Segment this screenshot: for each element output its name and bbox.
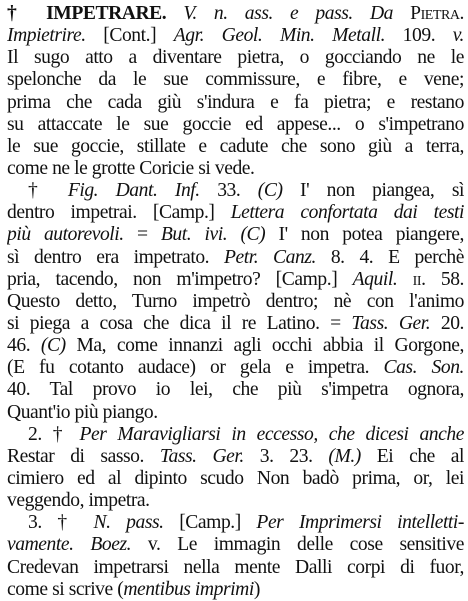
- citation-text: Per Imprimersi intelletti-: [256, 512, 464, 534]
- entry-line: [7, 490, 464, 512]
- entry-text: sì dentro era impetrato.: [7, 246, 224, 268]
- citation-text: N. pass.: [93, 512, 164, 534]
- entry-text: su attaccate le sue goccie ed appese... o s'impetrano: [7, 113, 464, 135]
- citation-text: V. n. ass. e pass. Da: [183, 3, 411, 24]
- entry-text: Ei che al: [360, 445, 464, 467]
- entry-line: [7, 92, 464, 114]
- entry-line: [7, 579, 464, 601]
- citation-text: Impietrire.: [7, 25, 86, 47]
- entry-text: 33.: [199, 180, 258, 202]
- entry-text: si piega a cosa che dica il re Latino. =: [7, 312, 352, 334]
- entry-text: 3. 23.: [243, 445, 329, 467]
- entry-text: 20.: [430, 312, 464, 334]
- entry-text: prima che cada giù s'indura e fa pietra; e restano: [7, 91, 464, 113]
- entry-line: [7, 446, 464, 468]
- citation-text: (C): [40, 335, 66, 357]
- entry-text: Questo detto, Turno impetrò dentro; nè con l'animo: [7, 290, 464, 312]
- entry-text: Pietra: [410, 3, 460, 24]
- entry-text: Il sugo atto a diventare pietra, o gocciando ne le: [7, 47, 464, 69]
- entry-line: [7, 202, 464, 224]
- entry-text: Credevan impetrarsi nella mente Dalli corpi di fuor,: [7, 556, 464, 578]
- entry-text: [Camp.]: [163, 512, 257, 534]
- entry-line: [7, 313, 464, 335]
- citation-text: (C): [240, 224, 266, 246]
- entry-text: .: [459, 3, 464, 24]
- entry-text: [397, 269, 412, 290]
- entry-line: [7, 402, 464, 424]
- entry-text: ii.: [412, 268, 426, 290]
- citation-text: vamente. Boez.: [7, 534, 132, 556]
- entry-text: 2. †: [28, 423, 80, 445]
- entry-text: 58.: [425, 268, 464, 290]
- entry-line: [7, 224, 464, 246]
- entry-text: †: [28, 180, 68, 202]
- citation-text: But. ivi.: [160, 224, 228, 246]
- entry-line: [7, 424, 464, 446]
- entry-line: [7, 180, 464, 202]
- citation-text: mentibus imprimi: [123, 578, 254, 600]
- citation-text: Tass. Ger.: [351, 312, 431, 334]
- entry-line: [7, 291, 464, 313]
- entry-text: I' non potea piangere,: [265, 224, 464, 246]
- entry-line: [7, 335, 464, 357]
- entry-line: [7, 534, 464, 556]
- entry-line: [7, 357, 464, 379]
- entry-text: come ne le grotte Coricie si vede.: [7, 157, 255, 179]
- citation-text: Aquil.: [352, 268, 398, 290]
- entry-line: [7, 512, 464, 534]
- entry-text: [227, 224, 240, 245]
- entry-text: [Cont.]: [85, 25, 174, 47]
- entry-line: [7, 47, 464, 69]
- entry-text: 109.: [385, 25, 453, 47]
- entry-text: Quant'io più piango.: [7, 401, 158, 423]
- entry-text: 3. †: [28, 512, 94, 534]
- entry-line: [7, 468, 464, 490]
- citation-text: Agr. Geol. Min. Metall.: [173, 25, 386, 47]
- entry-line: [7, 69, 464, 91]
- citation-text: (M.): [328, 445, 361, 467]
- entry-line: [7, 25, 464, 47]
- entry-line: [7, 379, 464, 401]
- entry-text: cimiero ed al dipinto scudo Non badò prima, or, lei: [7, 467, 464, 489]
- entry-text: v. Le immagin delle cose sensitive: [131, 534, 464, 556]
- entry-text: I' non piangea, sì: [282, 180, 464, 202]
- citation-text: Cas. Son.: [383, 357, 464, 379]
- entry-line: [7, 557, 464, 579]
- entry-text: dentro impetrai. [Camp.]: [7, 202, 231, 224]
- citation-text: Lettera confortata dai testi: [230, 202, 464, 224]
- entry-text: 8. 4. E perchè: [315, 246, 464, 268]
- entry-text: pria, tacendo, non m'impetro? [Camp.]: [7, 268, 353, 290]
- entry-text: 40. Tal provo io lei, che più s'impetra ognora,: [7, 379, 464, 401]
- entry-line: [7, 247, 464, 269]
- entry-line: [7, 158, 464, 180]
- entry-text: 46.: [7, 335, 41, 357]
- citation-text: Tass. Ger.: [159, 445, 244, 467]
- headword: † IMPETRARE.: [7, 3, 167, 24]
- entry-text: veggendo, impetra.: [7, 490, 150, 512]
- citation-text: (C): [257, 180, 283, 202]
- citation-text: Petr. Canz.: [223, 246, 316, 268]
- entry-text: Ma, come innanzi agli occhi abbia il Gorgone,: [65, 335, 464, 357]
- entry-text: [166, 3, 183, 24]
- entry-text: Restar di sasso.: [7, 445, 160, 467]
- entry-text: (E fu cotanto audace) or gela e impetra.: [7, 357, 384, 379]
- entry-line: [7, 114, 464, 136]
- entry-text: spelonche da le sue commissure, e fibre, e vene;: [7, 69, 464, 91]
- entry-text: =: [123, 224, 161, 246]
- entry-line: [7, 136, 464, 158]
- entry-line: [7, 269, 464, 291]
- entry-line: [7, 3, 464, 25]
- entry-text: le sue goccie, stillate e cadute che sono giù a terra,: [7, 135, 464, 157]
- citation-text: Per Maravigliarsi in eccesso, che dicesi anche: [79, 423, 464, 445]
- citation-text: v.: [452, 25, 464, 47]
- citation-text: Fig. Dant. Inf.: [67, 180, 200, 202]
- entry-text: come si scrive (: [7, 578, 124, 600]
- entry-text: ): [253, 578, 260, 600]
- citation-text: più autorevoli.: [7, 224, 124, 246]
